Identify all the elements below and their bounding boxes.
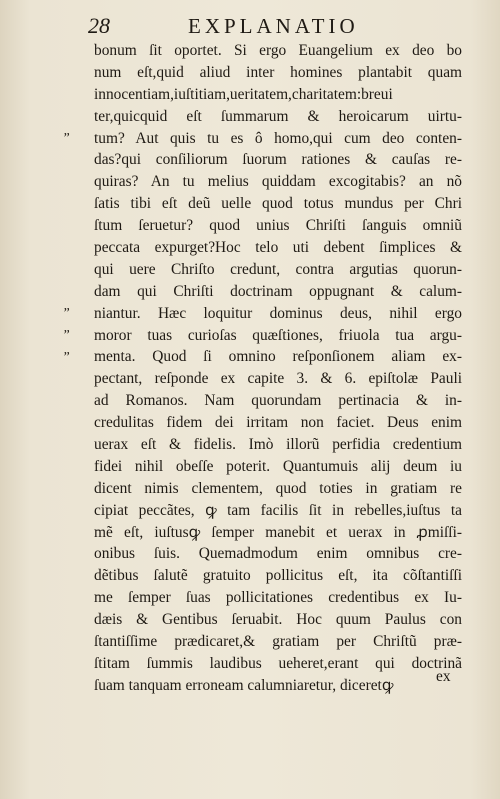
text-line: qui uere Chriſto credunt, contra argutias quorun- — [94, 260, 462, 278]
text-line: ſuam tanquam erroneam calumniaretur, diceretꝙ — [94, 676, 394, 694]
text-line: dẽtibus ſalutẽ gratuito pollicitus eſt, ita cõſtantiſſi — [94, 567, 462, 585]
page-header — [88, 13, 468, 39]
page-number: 28 — [88, 13, 110, 38]
margin-quote-mark: ” — [62, 327, 70, 343]
text-line: uerax eſt & fidelis. Imò illorũ perfidia credentium — [94, 436, 462, 454]
text-line: credulitas fidem dei irritam non faciet. Deus enim — [94, 414, 462, 432]
text-line: niantur. Hæc loquitur dominus deus, nihil ergo — [94, 304, 462, 322]
running-title: EXPLANATIO — [188, 14, 359, 38]
text-line: ſatis tibi eſt deũ uelle quod totus mundus per Chri — [94, 195, 462, 213]
text-line: fidei nihil obeſſe poterit. Quantumuis alij deum iu — [94, 457, 462, 475]
text-line: ſtantiſſime prædicaret,& gratiam per Chriſtũ præ- — [94, 633, 462, 651]
text-line: moror tuas curioſas quæſtiones, friuola tua argu- — [94, 326, 462, 344]
text-line: menta. Quod ſi omnino reſponſionem aliam ex- — [94, 348, 462, 366]
text-line: bonum ſit oportet. Si ergo Euangelium ex deo bo — [94, 42, 462, 59]
text-line: mẽ eſt, iuſtusꝙ ſemper manebit et uerax in ꝓmiſſi- — [94, 523, 462, 541]
catchword: ex — [436, 668, 451, 685]
text-line: das?qui conſiliorum ſuorum rationes & cauſas re- — [94, 151, 462, 169]
text-line: ter,quicquid eſt ſummarum & heroicarum uirtu- — [94, 107, 462, 125]
text-line: quiras? An tu melius quiddam excogitabis? an nõ — [94, 173, 462, 191]
margin-quote-mark: ” — [62, 305, 70, 321]
text-line: me ſemper ſuas pollicitationes credentibus ex Iu- — [94, 589, 462, 607]
text-line: ſtum ſeruetur? quod unius Chriſti ſanguis omniũ — [94, 217, 462, 235]
text-line: tum? Aut quis tu es ô homo,qui cum deo conten- — [94, 129, 462, 147]
text-line: ſtitam ſummis laudibus ueheret,erant qui doctrinã — [94, 654, 462, 672]
text-line: dæis & Gentibus ſeruabit. Hoc quum Paulus con — [94, 611, 462, 629]
text-line: innocentiam,iuſtitiam,ueritatem,charitatem:breui — [94, 85, 393, 103]
text-line: ad Romanos. Nam quorundam pertinacia & in- — [94, 392, 462, 410]
text-line: dam qui Chriſti doctrinam oppugnant & calum- — [94, 282, 462, 300]
margin-quote-mark: ” — [62, 130, 70, 146]
text-line: dicent nimis clementem, quod toties in gratiam re — [94, 479, 462, 497]
text-block — [94, 40, 462, 697]
text-line: num eſt,quid aliud inter homines plantabit quam — [94, 63, 462, 81]
text-line: cipiat peccãtes, ꝙ tam facilis ſit in rebelles,iuſtus ta — [94, 501, 462, 519]
text-line: onibus ſuis. Quemadmodum enim omnibus cre- — [94, 545, 462, 563]
text-line: peccata expurget?Hoc telo uti debent ſimplices & — [94, 239, 462, 257]
margin-quote-mark: ” — [62, 349, 70, 365]
text-line: pectant, reſponde ex capite 3. & 6. epiſtolæ Pauli — [94, 370, 462, 388]
